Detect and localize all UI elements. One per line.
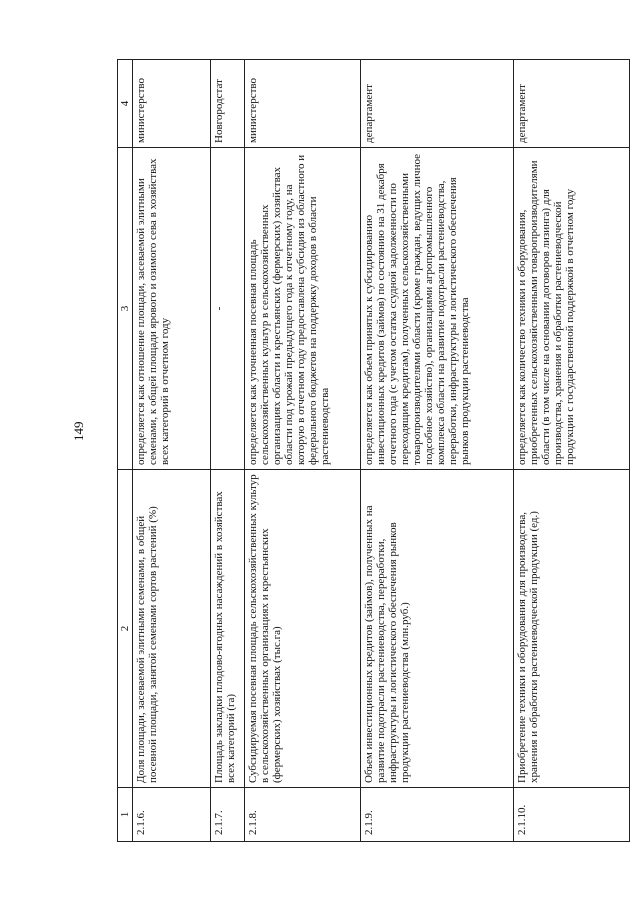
data-source: министерство: [133, 60, 211, 148]
indicators-table-wrapper: [117, 60, 630, 842]
indicator-name: Объем инвестиционных кредитов (займов), полученных на развитие подотрасли растениеводства, переработки, инфраструктуры и логистического обеспечения рынков продукции растениеводства (млн.руб.): [361, 470, 513, 788]
header-cell-3: 3: [118, 148, 133, 470]
indicator-name: Площадь закладки плодово-ягодных насаждений в хозяйствах всех категорий (га): [211, 470, 245, 788]
page-number: 149: [71, 421, 86, 441]
calculation-method: определяется как количество техники и оборудования, приобретенных сельскохозяйственными товаропроизводителями области (в том числе на основании договоров лизинга) для производства, хранения и обработки растениеводческой продукции с государственной поддержкой в отчетном году: [513, 148, 629, 470]
data-source: департамент: [513, 60, 629, 148]
table-row: [133, 60, 211, 842]
indicator-name: Субсидируемая посевная площадь сельскохозяйственных культур в сельскохозяйственных организациях и крестьянских (фермерских) хозяйствах (тыс.га): [245, 470, 361, 788]
indicators-table: [117, 59, 630, 842]
table-row: [211, 60, 245, 842]
data-source: департамент: [361, 60, 513, 148]
row-number: 2.1.10.: [513, 788, 629, 842]
header-cell-4: 4: [118, 60, 133, 148]
calculation-method: -: [211, 148, 245, 470]
table-row: [361, 60, 513, 842]
data-source: Новгородстат: [211, 60, 245, 148]
indicator-name: Приобретение техники и оборудования для производства, хранения и обработки растениеводческой продукции (ед.): [513, 470, 629, 788]
row-number: 2.1.9.: [361, 788, 513, 842]
row-number: 2.1.6.: [133, 788, 211, 842]
table-row: [245, 60, 361, 842]
header-cell-2: 2: [118, 470, 133, 788]
row-number: 2.1.8.: [245, 788, 361, 842]
header-cell-1: 1: [118, 788, 133, 842]
header-row: [118, 60, 133, 842]
calculation-method: определяется как объем принятых к субсидированию инвестиционных кредитов (займов) по состоянию на 31 декабря отчетного года (с учетом остатка ссудной задолженности по переходящим кредитам), полученных сельскохозяйственными товаропроизводителями области (кроме граждан, ведущих личное подсобное хозяйство), организациями агропромышленного комплекса области на развитие подотрасли растениеводства, переработки, инфраструктуры и логистического обеспечения рынков продукции растениеводства: [361, 148, 513, 470]
row-number: 2.1.7.: [211, 788, 245, 842]
data-source: министерство: [245, 60, 361, 148]
calculation-method: определяется как уточненная посевная площадь сельскохозяйственных культур в сельскохозяйственных организациях области и крестьянских (фермерских) хозяйствах области под урожай предыдущего года к отчетному году, на которую в отчетном году предоставлена субсидия из областного и федерального бюджетов на поддержку доходов в области растениеводства: [245, 148, 361, 470]
indicator-name: Доля площади, засеваемой элитными семенами, в общей посевной площади, занятой семенами сортов растений (%): [133, 470, 211, 788]
table-row: [513, 60, 629, 842]
calculation-method: определяется как отношение площади, засеваемой элитными семенами, к общей площади ярового и озимого сева в хозяйствах всех категорий в отчетном году: [133, 148, 211, 470]
